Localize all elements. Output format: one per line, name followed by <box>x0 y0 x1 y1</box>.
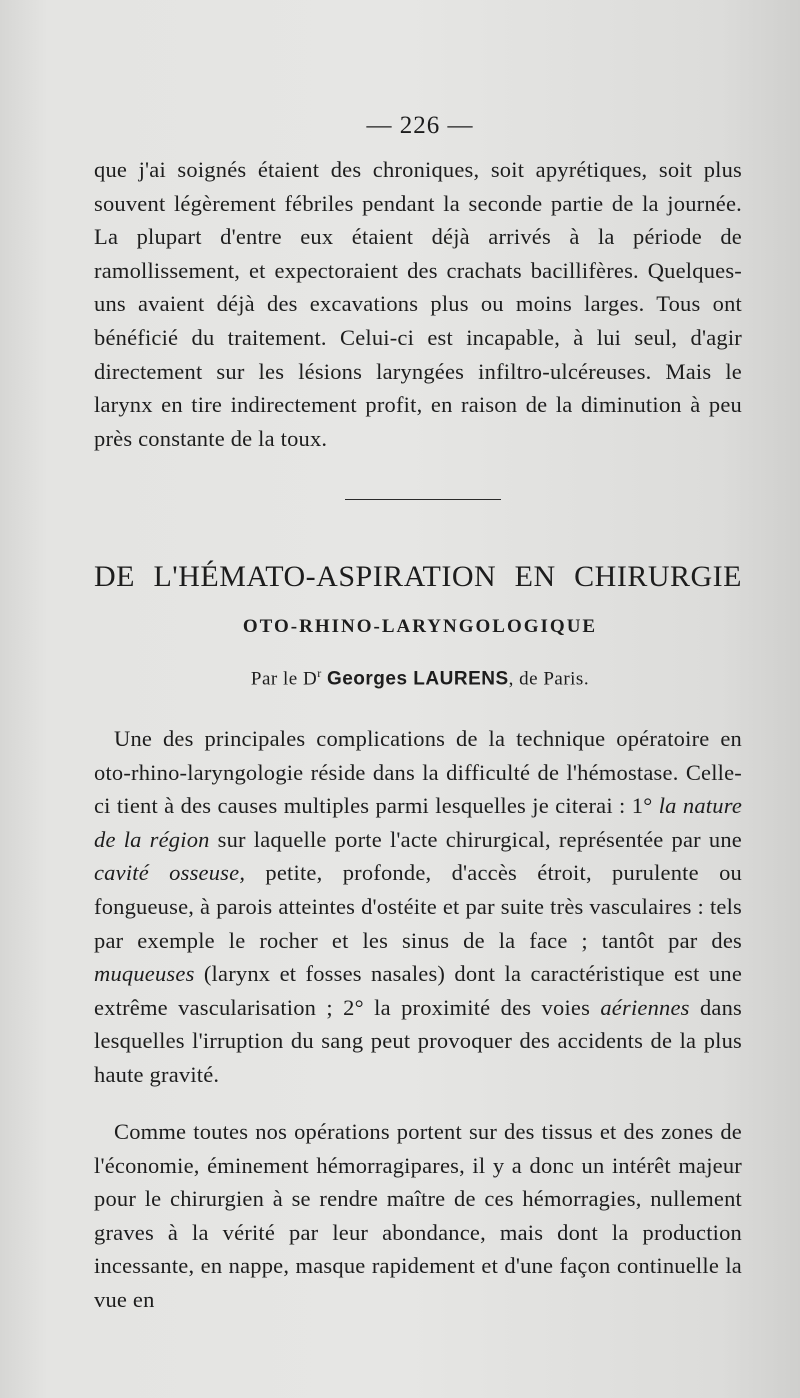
intro-paragraph <box>94 722 742 1092</box>
page-number: — 226 — <box>366 112 474 139</box>
paragraph-text: que j'ai soignés étaient des chroniques, soit apyrétiques, soit plus souvent légèrement fébriles pendant la seconde partie de la journée. La plupart d'entre eux étaient déjà arrivés à la période de ramollissement, et expectoraient des crachats bacillifères. Quelques-uns avaient déjà des excavations plus ou moins larges. Tous ont bénéficié du traitement. Celui-ci est incapable, à lui seul, d'agir directement sur les lésions laryngées infiltro-ulcéreuses. Mais le larynx en tire indirectement profit, en raison de la diminution à peu près constante de la toux. <box>94 157 742 451</box>
text-run: dans lesquelles l'irruption du sang peut provoquer des accidents de la plus haute gravité. <box>94 994 742 1087</box>
second-paragraph <box>94 1115 742 1317</box>
article-subtitle: OTO-RHINO-LARYNGOLOGIQUE <box>242 616 598 637</box>
continued-paragraph <box>94 153 742 455</box>
text-run: (larynx et fosses nasales) dont la caractéristique est une extrême vascularisation ; 2° la proximité des voies <box>94 961 742 1020</box>
section-divider <box>345 499 501 500</box>
byline-suffix: , de Paris. <box>508 668 590 690</box>
byline-title-sup: r <box>317 666 322 680</box>
italic-run: aériennes <box>600 994 690 1020</box>
article-title: DE L'HÉMATO-ASPIRATION EN CHIRURGIE <box>94 560 742 593</box>
italic-run: cavité osseuse, <box>94 860 246 886</box>
byline-prefix: Par le D <box>250 668 318 690</box>
text-run: sur laquelle porte l'acte chirurgical, représentée par une <box>209 826 742 852</box>
author-byline <box>0 666 800 690</box>
paragraph-text <box>94 722 742 1092</box>
text-run: petite, profonde, d'accès étroit, purulente ou fongueuse, à parois atteintes d'ostéite et par suite très vasculaires : tels par exemple le rocher et les sinus de la face ; tantôt par des <box>94 860 742 953</box>
paragraph-text: Comme toutes nos opérations portent sur des tissus et des zones de l'économie, éminement hémorragipares, il y a donc un intérêt majeur pour le chirurgien à se rendre maître de ces hémorragies, nullement graves à la vérité par leur abondance, mais dont la production incessante, en nappe, masque rapidement et d'une façon continuelle la vue en <box>94 1119 742 1312</box>
author-name: Georges LAURENS <box>326 668 509 690</box>
text-run: Une des principales complications de la technique opératoire en oto-rhino-laryngologie réside dans la difficulté de l'hémostase. Celle-ci tient à des causes multiples parmi lesquelles je citerai : 1° <box>94 726 742 819</box>
italic-run: la nature de la région <box>94 793 743 852</box>
italic-run: muqueuses <box>94 961 195 987</box>
